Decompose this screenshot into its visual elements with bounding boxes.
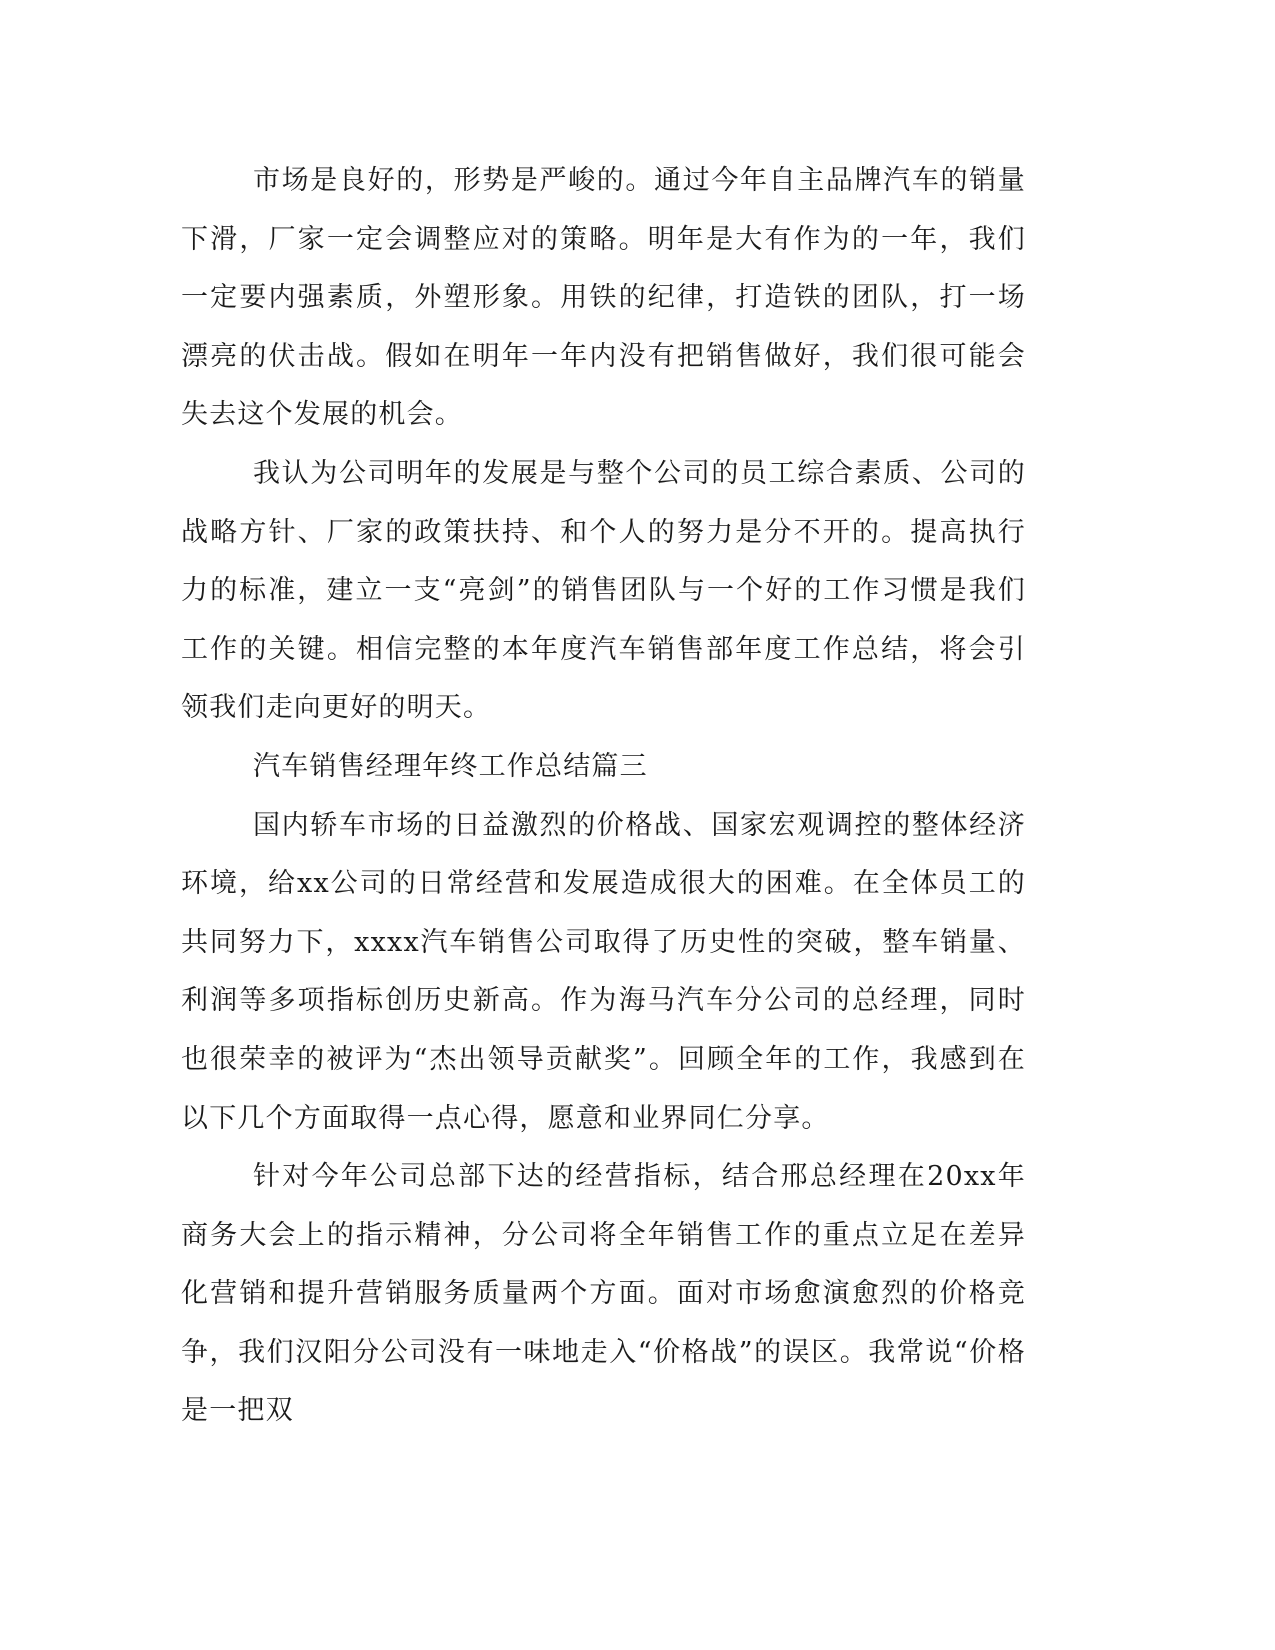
paragraph-market-outlook: 市场是良好的，形势是严峻的。通过今年自主品牌汽车的销量下滑，厂家一定会调整应对的策略。明年是大有作为的一年，我们一定要内强素质，外塑形象。用铁的纪律，打造铁的团队，打一场漂亮的伏击战。假如在明年一年内没有把销售做好，我们很可能会失去这个发展的机会。: [181, 165, 1026, 431]
document-page: [181, 152, 1026, 1441]
paragraph-company-development: 我认为公司明年的发展是与整个公司的员工综合素质、公司的战略方针、厂家的政策扶持、和个人的努力是分不开的。提高执行力的标准，建立一支“亮剑”的销售团队与一个好的工作习惯是我们工作的关键。相信完整的本年度汽车销售部年度工作总结，将会引领我们走向更好的明天。: [181, 457, 1026, 724]
paragraph-sales-strategy: 针对今年公司总部下达的经营指标，结合邢总经理在20xx年商务大会上的指示精神，分公司将全年销售工作的重点立足在差异化营销和提升营销服务质量两个方面。面对市场愈演愈烈的价格竞争，我们汉阳分公司没有一味地走入“价格战”的误区。我常说“价格是一把双: [181, 1161, 1026, 1427]
section-heading: 汽车销售经理年终工作总结篇三: [253, 750, 648, 782]
paragraph-market-environment: 国内轿车市场的日益激烈的价格战、国家宏观调控的整体经济环境，给xx公司的日常经营和发展造成很大的困难。在全体员工的共同努力下，xxxx汽车销售公司取得了历史性的突破，整车销量、利润等多项指标创历史新高。作为海马汽车分公司的总经理，同时也很荣幸的被评为“杰出领导贡献奖”。回顾全年的工作，我感到在以下几个方面取得一点心得，愿意和业界同仁分享。: [181, 809, 1026, 1134]
